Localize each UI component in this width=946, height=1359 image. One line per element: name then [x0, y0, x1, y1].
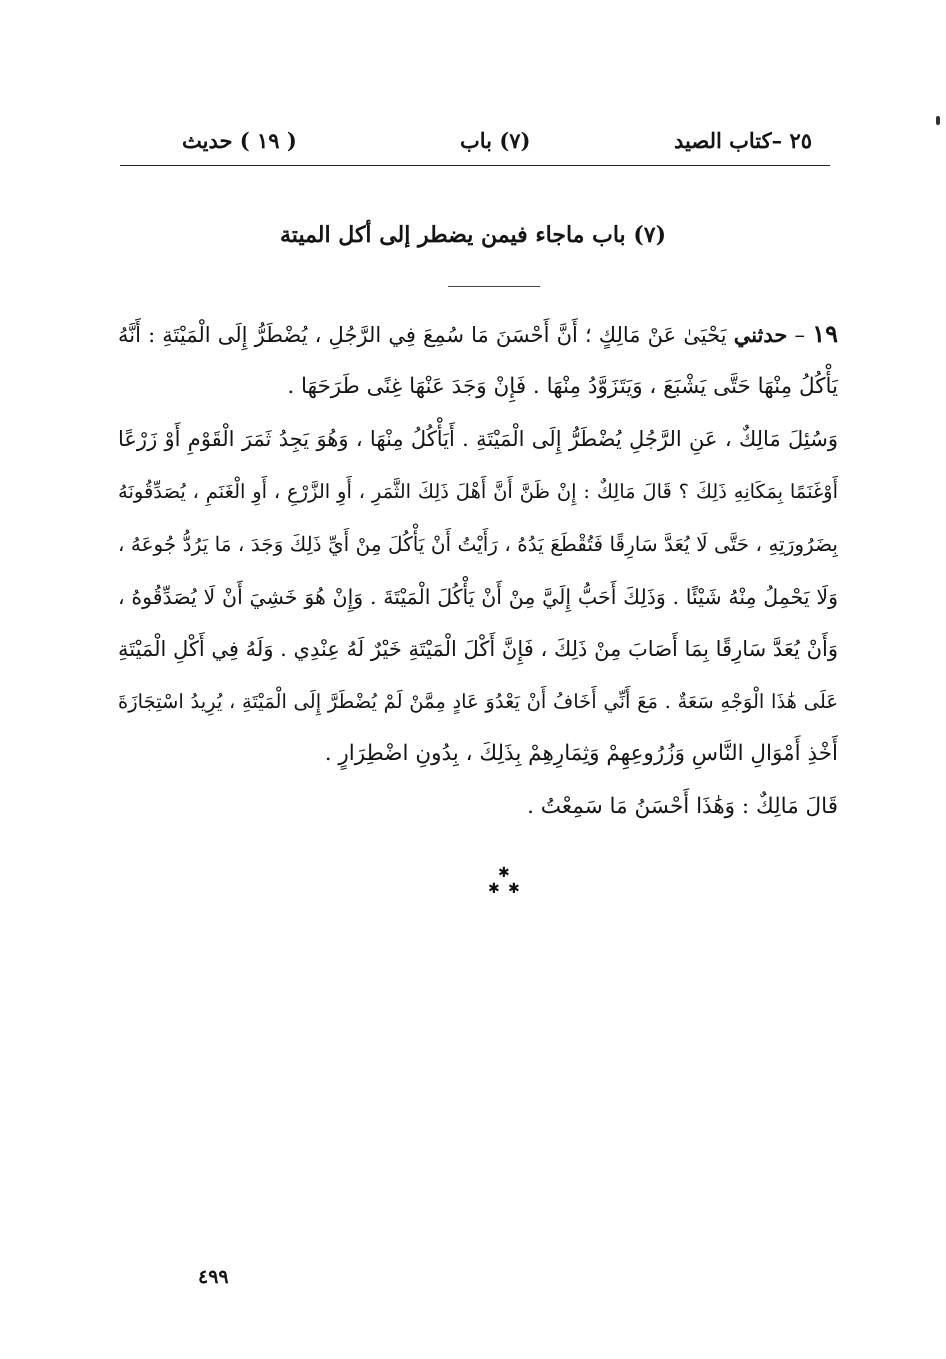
text-line: أَخْذِ أَمْوَالِ النَّاسِ وَزُرُوعِهِمْ وَثِمَارِهِمْ بِذَلِكَ ، بِدُونِ اضْطِرَارٍ .	[324, 741, 838, 766]
text-line: وَأَنْ يُعَدَّ سَارِقًا بِمَا أَصَابَ مِنْ ذَلِكَ ، فَإِنَّ أَكْلَ الْمَيْتَةِ خَيْرٌ لَهُ عِنْدِي . وَلَهُ فِي أَكْلِ الْمَيْتَةِ	[118, 637, 838, 661]
dash: –	[787, 323, 806, 347]
text-line	[118, 308, 838, 361]
hadith-lead-word: حدثني	[733, 322, 788, 347]
text-line: قَالَ مَالِكٌ : وَهَٰذَا أَحْسَنُ مَا سَمِعْتُ .	[527, 793, 838, 819]
text-line: وَسُئِلَ مَالِكٌ ، عَنِ الرَّجُلِ يُضْطَرُّ إِلَى الْمَيْتَةِ . أَيَأْكُلُ مِنْهَا ، وَهُوَ يَجِدُ ثَمَرَ الْقَوْمِ أَوْ زَرْعًا	[118, 427, 838, 451]
chapter-title: (٧) باب ماجاء فيمن يضطر إلى أكل الميتة	[280, 222, 666, 248]
title-divider	[448, 286, 540, 287]
asterisk-icon: ✱	[498, 865, 510, 881]
text-line: يَأْكُلُ مِنْهَا حَتَّى يَشْبَعَ ، وَيَتَزَوَّدُ مِنْهَا . فَإِنْ وَجَدَ عَنْهَا غِنًى طَرَحَهَا .	[287, 373, 838, 399]
asterisk-icon: ✱	[488, 881, 500, 897]
header-book-title: ٢٥ –كتاب الصيد	[674, 128, 812, 153]
text-line-content: يَحْيَىٰ عَنْ مَالِكٍ ؛ أَنَّ أَحْسَنَ مَا سُمِعَ فِي الرَّجُلِ ، يُضْطَرُّ إِلَى الْمَيْتَةِ : أَنَّهُ	[118, 323, 727, 347]
text-line: وَلَا يَحْمِلُ مِنْهُ شَيْئًا . وَذَلِكَ أَحَبُّ إِلَيَّ مِنْ أَنْ يَأْكُلَ الْمَيْتَةَ . وَإِنْ هُوَ خَشِيَ أَنْ لَا يُصَدِّقُوهُ ،	[118, 584, 838, 609]
text-line: أَوْغَنَمًا بِمَكَانِهِ ذَلِكَ ؟ قَالَ مَالِكٌ : إِنْ ظَنَّ أَنَّ أَهْلَ ذَلِكَ الثَّمَرِ ، أَوِ الزَّرْعِ ، أَوِ الْغَنَمِ ، يُصَدِّقُونَهُ	[118, 479, 838, 503]
hadith-text	[118, 308, 838, 833]
section-separator-icon	[485, 866, 525, 902]
asterisk-icon: ✱	[508, 881, 520, 897]
running-header	[120, 124, 830, 164]
page-number: ٤٩٩	[198, 1266, 229, 1288]
header-hadith-label: ( ١٩ ) حديث	[182, 128, 297, 153]
text-line: عَلَى هَٰذَا الْوَجْهِ سَعَةٌ . مَعَ أَنِّي أَخَافُ أَنْ يَعْدُوَ عَادٍ مِمَّنْ لَمْ يُضْطَرَّ إِلَى الْمَيْتَةِ ، يُرِيدُ اسْتِجَازَةَ	[118, 689, 838, 713]
text-line: بِضَرُورَتِهِ ، حَتَّى لَا يُعَدَّ سَارِقًا فَتُقْطَعَ يَدُهُ ، رَأَيْتُ أَنْ يَأْكُلَ مِنْ أَيِّ ذَلِكَ وَجَدَ ، مَا يَرُدُّ جُوعَهُ ،	[118, 532, 838, 556]
scan-mark	[936, 116, 940, 125]
header-chapter-label: (٧) باب	[460, 128, 531, 153]
header-rule	[120, 165, 830, 166]
hadith-number: ١٩	[812, 319, 838, 348]
